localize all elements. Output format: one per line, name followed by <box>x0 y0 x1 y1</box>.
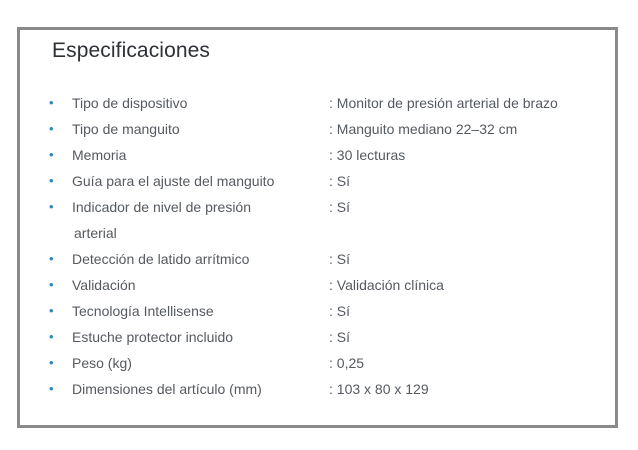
section-title: Especificaciones <box>52 39 211 62</box>
specifications-list <box>49 90 609 402</box>
spec-value: : Sí <box>329 329 351 345</box>
bullet-icon: • <box>49 355 54 370</box>
bullet-icon: • <box>49 251 54 266</box>
bullet-icon: • <box>49 381 54 396</box>
spec-label-continuation: arterial <box>74 225 117 241</box>
spec-value: : Sí <box>329 199 351 215</box>
spec-value: : Sí <box>329 251 351 267</box>
spec-row-dimensions <box>49 376 609 402</box>
spec-label: Dimensiones del artículo (mm) <box>72 381 262 397</box>
spec-label: Memoria <box>72 147 127 163</box>
spec-label: Tecnología Intellisense <box>72 303 214 319</box>
spec-row-weight <box>49 350 609 376</box>
spec-value: : Sí <box>329 303 351 319</box>
spec-label: Tipo de dispositivo <box>72 95 188 111</box>
spec-label: Validación <box>72 277 136 293</box>
spec-row-pressure-indicator <box>49 194 609 246</box>
spec-label: Tipo de manguito <box>72 121 180 137</box>
spec-row-cuff-type <box>49 116 609 142</box>
spec-value: : 103 x 80 x 129 <box>329 381 429 397</box>
spec-label: Guía para el ajuste del manguito <box>72 173 275 189</box>
bullet-icon: • <box>49 173 54 188</box>
spec-label-line: Indicador de nivel de presión <box>72 199 252 215</box>
spec-row-validation <box>49 272 609 298</box>
bullet-icon: • <box>49 329 54 344</box>
spec-value: : 0,25 <box>329 355 365 371</box>
bullet-icon: • <box>49 121 54 136</box>
bullet-icon: • <box>49 95 54 110</box>
spec-value: : Manguito mediano 22–32 cm <box>329 121 518 137</box>
spec-label: Detección de latido arrítmico <box>72 251 250 267</box>
specifications-panel <box>17 27 618 428</box>
bullet-icon: • <box>49 147 54 162</box>
spec-row-memory <box>49 142 609 168</box>
bullet-icon: • <box>49 277 54 292</box>
spec-row-case <box>49 324 609 350</box>
spec-value: : 30 lecturas <box>329 147 406 163</box>
spec-label: Peso (kg) <box>72 355 132 371</box>
spec-value: : Validación clínica <box>329 277 444 293</box>
spec-row-intellisense <box>49 298 609 324</box>
bullet-icon: • <box>49 199 54 214</box>
spec-label: Estuche protector incluido <box>72 329 234 345</box>
bullet-icon: • <box>49 303 54 318</box>
spec-row-arrhythmia <box>49 246 609 272</box>
spec-value: : Sí <box>329 173 351 189</box>
spec-row-device-type <box>49 90 609 116</box>
spec-value: : Monitor de presión arterial de brazo <box>329 95 558 111</box>
spec-label <box>61 194 293 246</box>
spec-row-cuff-guide <box>49 168 609 194</box>
